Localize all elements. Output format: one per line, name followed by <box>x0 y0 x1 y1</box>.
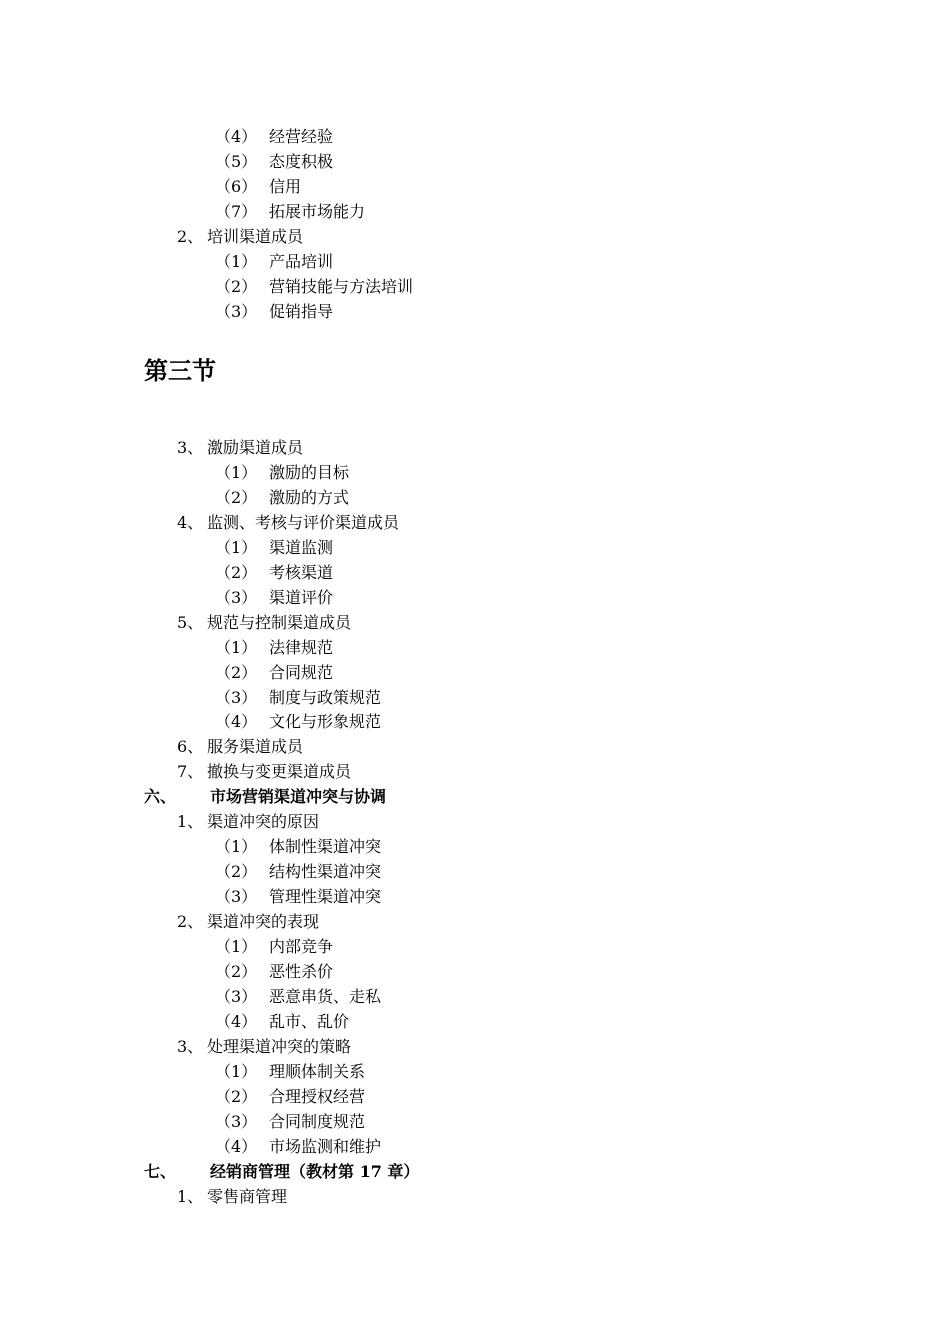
item-text: 处理渠道冲突的策略 <box>207 1036 352 1056</box>
item-number: （4） <box>215 1011 258 1031</box>
outline-item <box>177 438 303 458</box>
item-text: 制度与政策规范 <box>269 687 382 707</box>
item-number: 4、 <box>177 512 204 532</box>
item-number: 6、 <box>177 737 204 757</box>
outline-subitem <box>215 1112 365 1132</box>
item-text: 恶性杀价 <box>269 961 334 981</box>
item-text: 服务渠道成员 <box>207 737 304 757</box>
section-heading: 第三节 <box>144 357 216 385</box>
item-number: （4） <box>215 127 258 146</box>
item-number: （3） <box>215 986 258 1006</box>
item-text: 经营经验 <box>269 127 334 146</box>
outline-subitem <box>215 887 381 907</box>
item-text: 恶意串货、走私 <box>269 986 382 1006</box>
item-text: 产品培训 <box>269 251 334 271</box>
outline-subitem <box>215 563 333 583</box>
item-text: 合理授权经营 <box>269 1086 366 1106</box>
item-text: 信用 <box>269 176 302 196</box>
item-number: （4） <box>215 1136 258 1156</box>
item-number: （2） <box>215 1086 258 1106</box>
item-number: （2） <box>215 487 258 507</box>
item-number: （1） <box>215 251 258 271</box>
outline-subitem <box>215 252 333 272</box>
item-text: 市场监测和维护 <box>269 1136 382 1156</box>
outline-item <box>177 737 303 757</box>
item-number: （2） <box>215 662 258 682</box>
item-number: （3） <box>215 687 258 707</box>
item-number: 七、 <box>144 1161 177 1181</box>
outline-item <box>177 513 399 533</box>
item-text: 市场营销渠道冲突与协调 <box>210 787 387 807</box>
item-text: 促销指导 <box>269 301 334 321</box>
outline-subitem <box>215 663 333 683</box>
outline-item <box>177 812 319 832</box>
outline-subitem <box>215 177 301 197</box>
major-heading <box>144 1162 419 1182</box>
outline-subitem <box>215 463 349 483</box>
item-text: 考核渠道 <box>269 562 334 582</box>
outline-subitem <box>215 937 333 957</box>
outline-subitem <box>215 962 333 982</box>
outline-item <box>177 912 319 932</box>
item-number: （6） <box>215 176 258 196</box>
item-text: 体制性渠道冲突 <box>269 837 382 857</box>
outline-subitem <box>215 987 381 1007</box>
item-text: 规范与控制渠道成员 <box>207 612 352 632</box>
item-text: 合同规范 <box>269 662 334 682</box>
item-text: 法律规范 <box>269 637 334 657</box>
item-text: 管理性渠道冲突 <box>269 887 382 907</box>
outline-item <box>177 613 351 633</box>
item-number: （2） <box>215 276 258 296</box>
item-number: （1） <box>215 462 258 482</box>
item-number: 3、 <box>177 438 204 457</box>
item-number: （7） <box>215 201 258 221</box>
outline-subitem <box>215 127 333 147</box>
item-text: 文化与形象规范 <box>269 712 382 732</box>
outline-subitem <box>215 152 333 172</box>
item-number: （3） <box>215 1111 258 1131</box>
outline-subitem <box>215 588 333 608</box>
outline-subitem <box>215 1137 381 1157</box>
outline-item <box>177 1037 351 1057</box>
item-number: （1） <box>215 1061 258 1081</box>
outline-subitem <box>215 712 381 732</box>
item-text: 渠道冲突的原因 <box>207 812 320 832</box>
item-number: （1） <box>215 637 258 657</box>
item-text: 零售商管理 <box>207 1186 288 1206</box>
item-text: 态度积极 <box>269 151 334 171</box>
item-number: （3） <box>215 587 258 607</box>
outline-item <box>177 227 303 247</box>
item-number: （1） <box>215 537 258 557</box>
outline-subitem <box>215 202 365 222</box>
item-text: 经销商管理（教材第 17 章） <box>210 1161 420 1181</box>
item-text: 乱市、乱价 <box>269 1011 350 1031</box>
item-text: 渠道监测 <box>269 537 334 557</box>
outline-item <box>177 1187 287 1207</box>
outline-subitem <box>215 488 349 508</box>
item-text: 内部竞争 <box>269 937 334 956</box>
item-text: 激励渠道成员 <box>207 438 304 457</box>
item-number: 2、 <box>177 912 204 932</box>
outline-subitem <box>215 1062 365 1082</box>
item-number: 2、 <box>177 226 204 246</box>
item-number: （2） <box>215 961 258 981</box>
item-text: 理顺体制关系 <box>269 1061 366 1081</box>
item-number: （1） <box>215 837 258 857</box>
item-number: （3） <box>215 301 258 321</box>
item-text: 培训渠道成员 <box>207 226 304 246</box>
outline-subitem <box>215 688 381 708</box>
item-number: 六、 <box>144 787 177 807</box>
item-number: （5） <box>215 151 258 171</box>
item-number: （2） <box>215 862 258 882</box>
item-number: （4） <box>215 712 258 732</box>
outline-subitem <box>215 1087 365 1107</box>
outline-subitem <box>215 538 333 558</box>
major-heading <box>144 787 386 807</box>
outline-subitem <box>215 302 333 322</box>
item-number: 1、 <box>177 1186 204 1206</box>
item-number: （2） <box>215 562 258 582</box>
outline-subitem <box>215 277 413 297</box>
item-number: 1、 <box>177 812 204 832</box>
item-number: （1） <box>215 937 258 956</box>
item-number: 3、 <box>177 1036 204 1056</box>
item-text: 渠道评价 <box>269 587 334 607</box>
item-text: 合同制度规范 <box>269 1111 366 1131</box>
item-text: 营销技能与方法培训 <box>269 276 414 296</box>
outline-subitem <box>215 638 333 658</box>
item-number: （3） <box>215 887 258 907</box>
outline-subitem <box>215 1012 349 1032</box>
item-text: 撤换与变更渠道成员 <box>207 762 352 782</box>
item-text: 结构性渠道冲突 <box>269 862 382 882</box>
item-number: 5、 <box>177 612 204 632</box>
outline-item <box>177 762 351 782</box>
item-text: 激励的方式 <box>269 487 350 507</box>
item-text: 渠道冲突的表现 <box>207 912 320 932</box>
item-text: 监测、考核与评价渠道成员 <box>207 512 400 532</box>
outline-subitem <box>215 837 381 857</box>
outline-subitem <box>215 862 381 882</box>
item-text: 拓展市场能力 <box>269 201 366 221</box>
item-number: 7、 <box>177 762 204 782</box>
item-text: 激励的目标 <box>269 462 350 482</box>
